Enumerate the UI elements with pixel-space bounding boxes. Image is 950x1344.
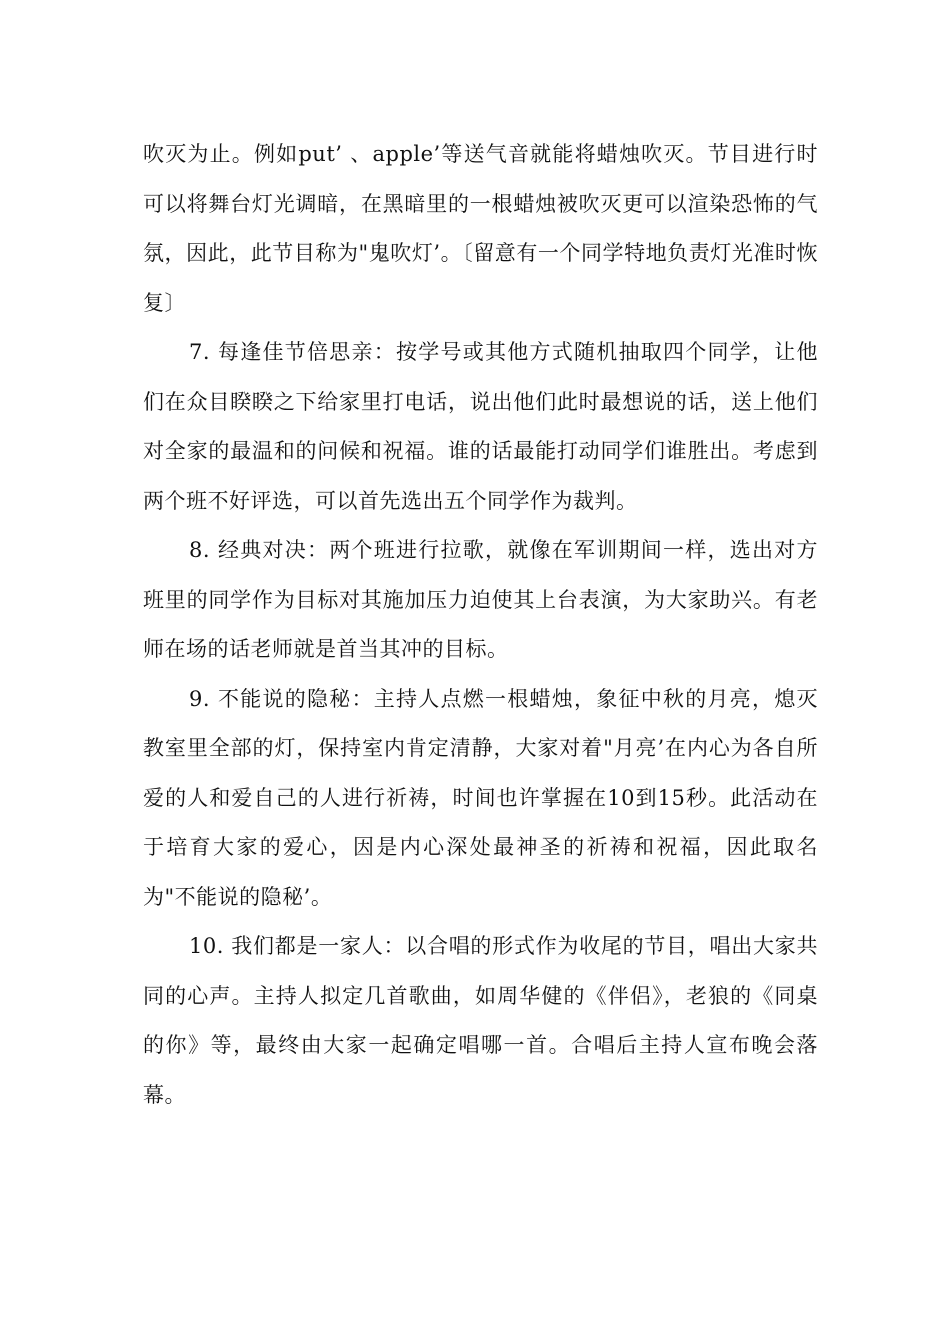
document-body <box>143 130 818 1120</box>
paragraph-item-7: 7. 每逢佳节倍思亲：按学号或其他方式随机抽取四个同学，让他们在众目睽睽之下给家里打电话，说出他们此时最想说的话，送上他们对全家的最温和的问候和祝福。谁的话最能打动同学们谁胜出。考虑到两个班不好评选，可以首先选出五个同学作为裁判。 <box>143 340 818 513</box>
paragraph-item-9: 9. 不能说的隐秘：主持人点燃一根蜡烛，象征中秋的月亮，熄灭教室里全部的灯，保持室内肯定清静，大家对着"月亮’在内心为各自所爱的人和爱自己的人进行祈祷，时间也许掌握在10到15秒。此活动在于培育大家的爱心，因是内心深处最神圣的祈祷和祝福，因此取名为"不能说的隐秘’。 <box>143 686 818 909</box>
paragraph-ghost-blow-lamp-end: 吹灭为止。例如put’ 、apple’等送气音就能将蜡烛吹灭。节目进行时可以将舞台灯光调暗，在黑暗里的一根蜡烛被吹灭更可以渲染恐怖的气氛，因此，此节目称为"鬼吹灯’。〔留意有一个同学特地负责灯光准时恢复〕 <box>143 142 818 315</box>
paragraph-item-10: 10. 我们都是一家人：以合唱的形式作为收尾的节目，唱出大家共同的心声。主持人拟定几首歌曲，如周华健的《伴侣》，老狼的《同桌的你》等，最终由大家一起确定唱哪一首。合唱后主持人宣布晚会落幕。 <box>143 934 818 1107</box>
paragraph-item-8: 8. 经典对决：两个班进行拉歌，就像在军训期间一样，选出对方班里的同学作为目标对其施加压力迫使其上台表演，为大家助兴。有老师在场的话老师就是首当其冲的目标。 <box>143 538 818 661</box>
